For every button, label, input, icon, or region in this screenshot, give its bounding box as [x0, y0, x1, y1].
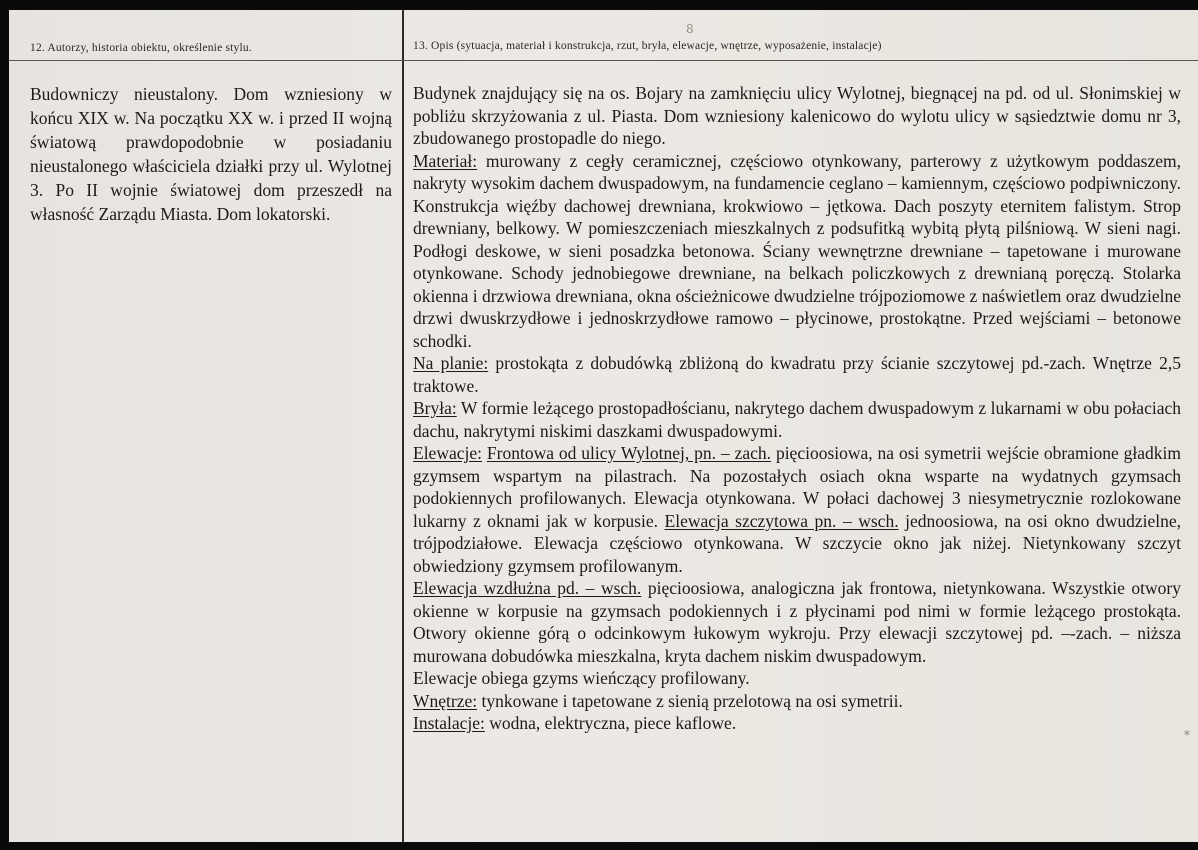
paragraph [413, 150, 1181, 353]
paragraph [413, 690, 1181, 713]
paragraph [413, 577, 1181, 667]
paragraph-text: Budowniczy nieustalony. Dom wzniesiony w końcu XIX w. Na początku XX w. i przed II wojną światową prawdopodobnie w posiadaniu nieustalonego właściciela działki przy ul. Wylotnej 3. Po II wojnie światowej dom przeszedł na własność Zarządu Miasta. Dom lokatorski. [30, 84, 392, 224]
authors-history-text-block [30, 82, 392, 226]
underlined-term: Elewacja szczytowa pn. – wsch. [664, 510, 899, 531]
underlined-term: Na planie: [413, 353, 489, 373]
paragraph [413, 397, 1181, 442]
paragraph-text: Budynek znajdujący się na os. Bojary na zamknięciu ulicy Wylotnej, biegnącej na pd. od ul. Słonimskiej w pobliżu skrzyżowania z ul. Piasta. Dom wzniesiony kalenicowo do wylotu ulicy w sąsiedztwie domu nr 3, zbudowanego prostopadle do niego. [413, 83, 1181, 148]
header-rule-line [9, 60, 1198, 61]
paragraph [413, 442, 1181, 577]
underlined-term: Materiał: [413, 150, 478, 171]
paragraph-text: wodna, elektryczna, piece kaflowe. [484, 713, 737, 733]
underlined-term: Elewacje: [413, 443, 482, 463]
column-divider-line [402, 10, 404, 842]
underlined-term: Frontowa od ulicy Wylotnej, pn. – zach. [486, 443, 772, 463]
paragraph-text: pięcioosiowa, na osi symetrii wejście obramione gładkim gzymsem wspartym na pilastrach. Na pozostałych osiach okna wsparte na wydatnych gzymsach podokiennych profilowanych. Elewacja otynkowana. W połaci dachowej 3 niesymetrycznie rozlokowane lukarny z oknami jak w korpusie. [413, 443, 1182, 531]
underlined-term: Elewacja wzdłużna pd. – wsch. [413, 578, 642, 598]
paragraph [413, 667, 1181, 690]
paragraph [30, 82, 392, 226]
paragraph [413, 712, 1181, 735]
scan-edge-bottom [0, 842, 1198, 850]
field-label-authors-history: 12. Autorzy, historia obiektu, określenie stylu. [30, 42, 252, 54]
paragraph-text: W formie leżącego prostopadłościanu, nakrytego dachem dwuspadowym z lukarnami w obu połaciach dachu, nakrytymi niskimi daszkami dwuspadowymi. [413, 398, 1181, 441]
paragraph [413, 352, 1181, 397]
underlined-term: Instalacje: [413, 713, 485, 733]
paragraph-text: pięcioosiowa, analogiczna jak frontowa, nietynkowana. Wszystkie otwory okienne w korpusie na gzymsach podokiennych i z płycinami pod nimi w formie leżącego prostokąta. Otwory okienne górą o odcinkowym łukowym wykroju. Przy elewacji szczytowej pd. –-zach. – niższa murowana dobudówka mieszkalna, kryta dachem niskim dwuspadowym. [413, 578, 1181, 666]
scan-edge-top [0, 0, 1198, 10]
scan-artifact-right: * [1184, 728, 1190, 742]
description-text-block [413, 82, 1181, 735]
scan-artifact-top: 8 [686, 22, 694, 36]
paragraph-text: prostokąta z dobudówką zbliżoną do kwadratu przy ścianie szczytowej pd.-zach. Wnętrze 2,5 traktowe. [413, 353, 1181, 396]
scan-edge-left [0, 0, 9, 850]
field-label-description: 13. Opis (sytuacja, materiał i konstrukcja, rzut, bryła, elewacje, wnętrze, wyposażenie, instalacje) [413, 40, 882, 52]
paragraph-text: murowany z cegły ceramicznej, częściowo otynkowany, parterowy z użytkowym poddaszem, nakryty wysokim dachem dwuspadowym, na fundamencie ceglano – kamiennym, częściowo podpiwniczony. Konstrukcja więźby dachowej drewniana, krokwiowo – jętkowa. Dach poszyty eternitem falistym. Strop drewniany, belkowy. W pomieszczeniach mieszkalnych z podsufitką wybitą płytą pilśniową. W sieni nagi. Podłogi deskowe, w sieni posadzka betonowa. Ściany wewnętrzne drewniane – tapetowane i murowane otynkowane. Schody jednobiegowe drewniane, na belkach policzkowych z drewnianą poręczą. Stolarka okienna i drzwiowa drewniana, okna ościeżnicowe dwudzielne trójpoziomowe z naświetlem oraz dwudzielne drzwi dwuskrzydłowe i jednoskrzydłowe ramowo – płycinowe, prostokątne. Przed wejściami – betonowe schodki. [413, 150, 1181, 351]
paragraph-text: Elewacje obiega gzyms wieńczący profilowany. [413, 668, 750, 688]
paragraph [413, 82, 1181, 150]
paragraph-text: jednoosiowa, na osi okno dwudzielne, trójpodziałowe. Elewacja częściowo otynkowana. W szczycie okno jak niżej. Nietynkowany szczyt obwiedziony gzymsem profilowanym. [413, 510, 1181, 576]
underlined-term: Wnętrze: [413, 690, 478, 711]
paragraph-text: tynkowane i tapetowane z sienią przelotową na osi symetrii. [477, 690, 903, 711]
underlined-term: Bryła: [413, 398, 457, 418]
